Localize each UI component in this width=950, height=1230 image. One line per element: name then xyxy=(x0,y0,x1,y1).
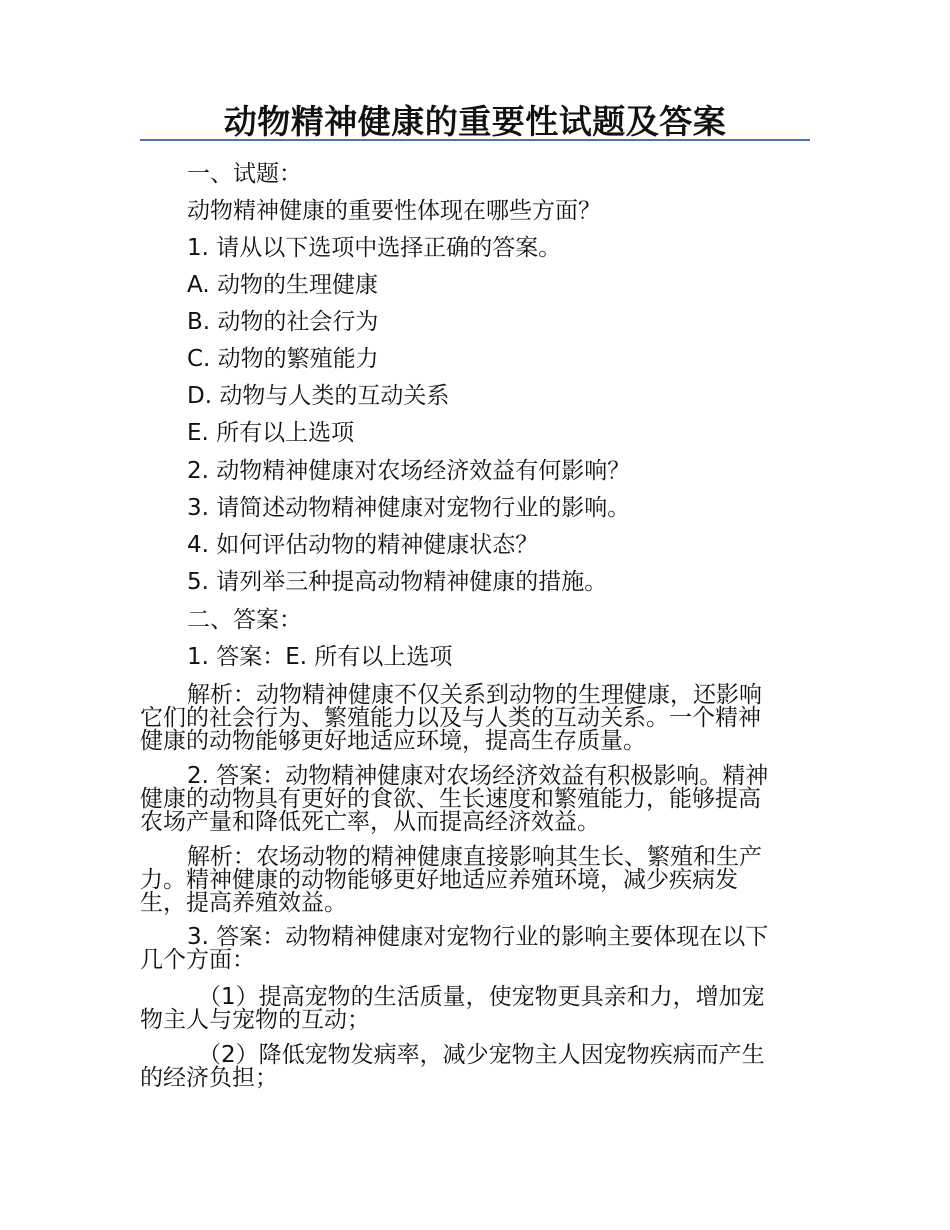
paragraph-line: 力。精神健康的动物能够更好地适应养殖环境，减少疾病发 xyxy=(140,867,738,893)
option-b: B. 动物的社会行为 xyxy=(187,309,379,335)
answer-3-paragraph xyxy=(140,926,810,972)
option-a: A. 动物的生理健康 xyxy=(187,272,378,298)
answer-1: 1. 答案：E. 所有以上选项 xyxy=(187,644,453,670)
question-5: 5. 请列举三种提高动物精神健康的措施。 xyxy=(187,569,608,595)
paragraph-line: （2）降低宠物发病率，减少宠物主人因宠物疾病而产生 xyxy=(198,1042,765,1068)
paragraph-line: 的经济负担； xyxy=(140,1065,278,1091)
paragraph-line: 解析：农场动物的精神健康直接影响其生长、繁殖和生产 xyxy=(187,844,762,870)
title-underline xyxy=(140,139,810,141)
option-e: E. 所有以上选项 xyxy=(187,420,355,446)
paragraph-line: 物主人与宠物的互动； xyxy=(140,1007,370,1033)
paragraph-line: 生，提高养殖效益。 xyxy=(140,890,347,916)
answer-3-point-1 xyxy=(140,986,810,1032)
answer-2-paragraph xyxy=(140,765,810,834)
option-d: D. 动物与人类的互动关系 xyxy=(187,383,450,409)
paragraph-line: 农场产量和降低死亡率，从而提高经济效益。 xyxy=(140,809,600,835)
analysis-2-paragraph xyxy=(140,846,810,915)
question-2: 2. 动物精神健康对农场经济效益有何影响？ xyxy=(187,458,631,484)
paragraph-line: 几个方面： xyxy=(140,947,255,973)
paragraph-line: 健康的动物能够更好地适应环境，提高生存质量。 xyxy=(140,728,646,754)
answer-3-point-2 xyxy=(140,1044,810,1090)
section-heading-questions: 一、试题： xyxy=(187,161,302,187)
option-c: C. 动物的繁殖能力 xyxy=(187,346,379,372)
question-3: 3. 请简述动物精神健康对宠物行业的影响。 xyxy=(187,495,631,521)
question-4: 4. 如何评估动物的精神健康状态？ xyxy=(187,532,539,558)
section-heading-answers: 二、答案： xyxy=(187,607,302,633)
paragraph-line: 它们的社会行为、繁殖能力以及与人类的互动关系。一个精神 xyxy=(140,705,761,731)
document-title: 动物精神健康的重要性试题及答案 xyxy=(223,102,727,141)
paragraph-line: 解析：动物精神健康不仅关系到动物的生理健康，还影响 xyxy=(187,682,762,708)
paragraph-line: 健康的动物具有更好的食欲、生长速度和繁殖能力，能够提高 xyxy=(140,786,761,812)
paragraph-line: （1）提高宠物的生活质量，使宠物更具亲和力，增加宠 xyxy=(198,984,765,1010)
paragraph-line: 2. 答案：动物精神健康对农场经济效益有积极影响。精神 xyxy=(187,763,769,789)
analysis-1-paragraph xyxy=(140,684,810,753)
question-intro: 动物精神健康的重要性体现在哪些方面？ xyxy=(187,198,601,224)
paragraph-line: 3. 答案：动物精神健康对宠物行业的影响主要体现在以下 xyxy=(187,924,769,950)
question-1: 1. 请从以下选项中选择正确的答案。 xyxy=(187,235,562,261)
